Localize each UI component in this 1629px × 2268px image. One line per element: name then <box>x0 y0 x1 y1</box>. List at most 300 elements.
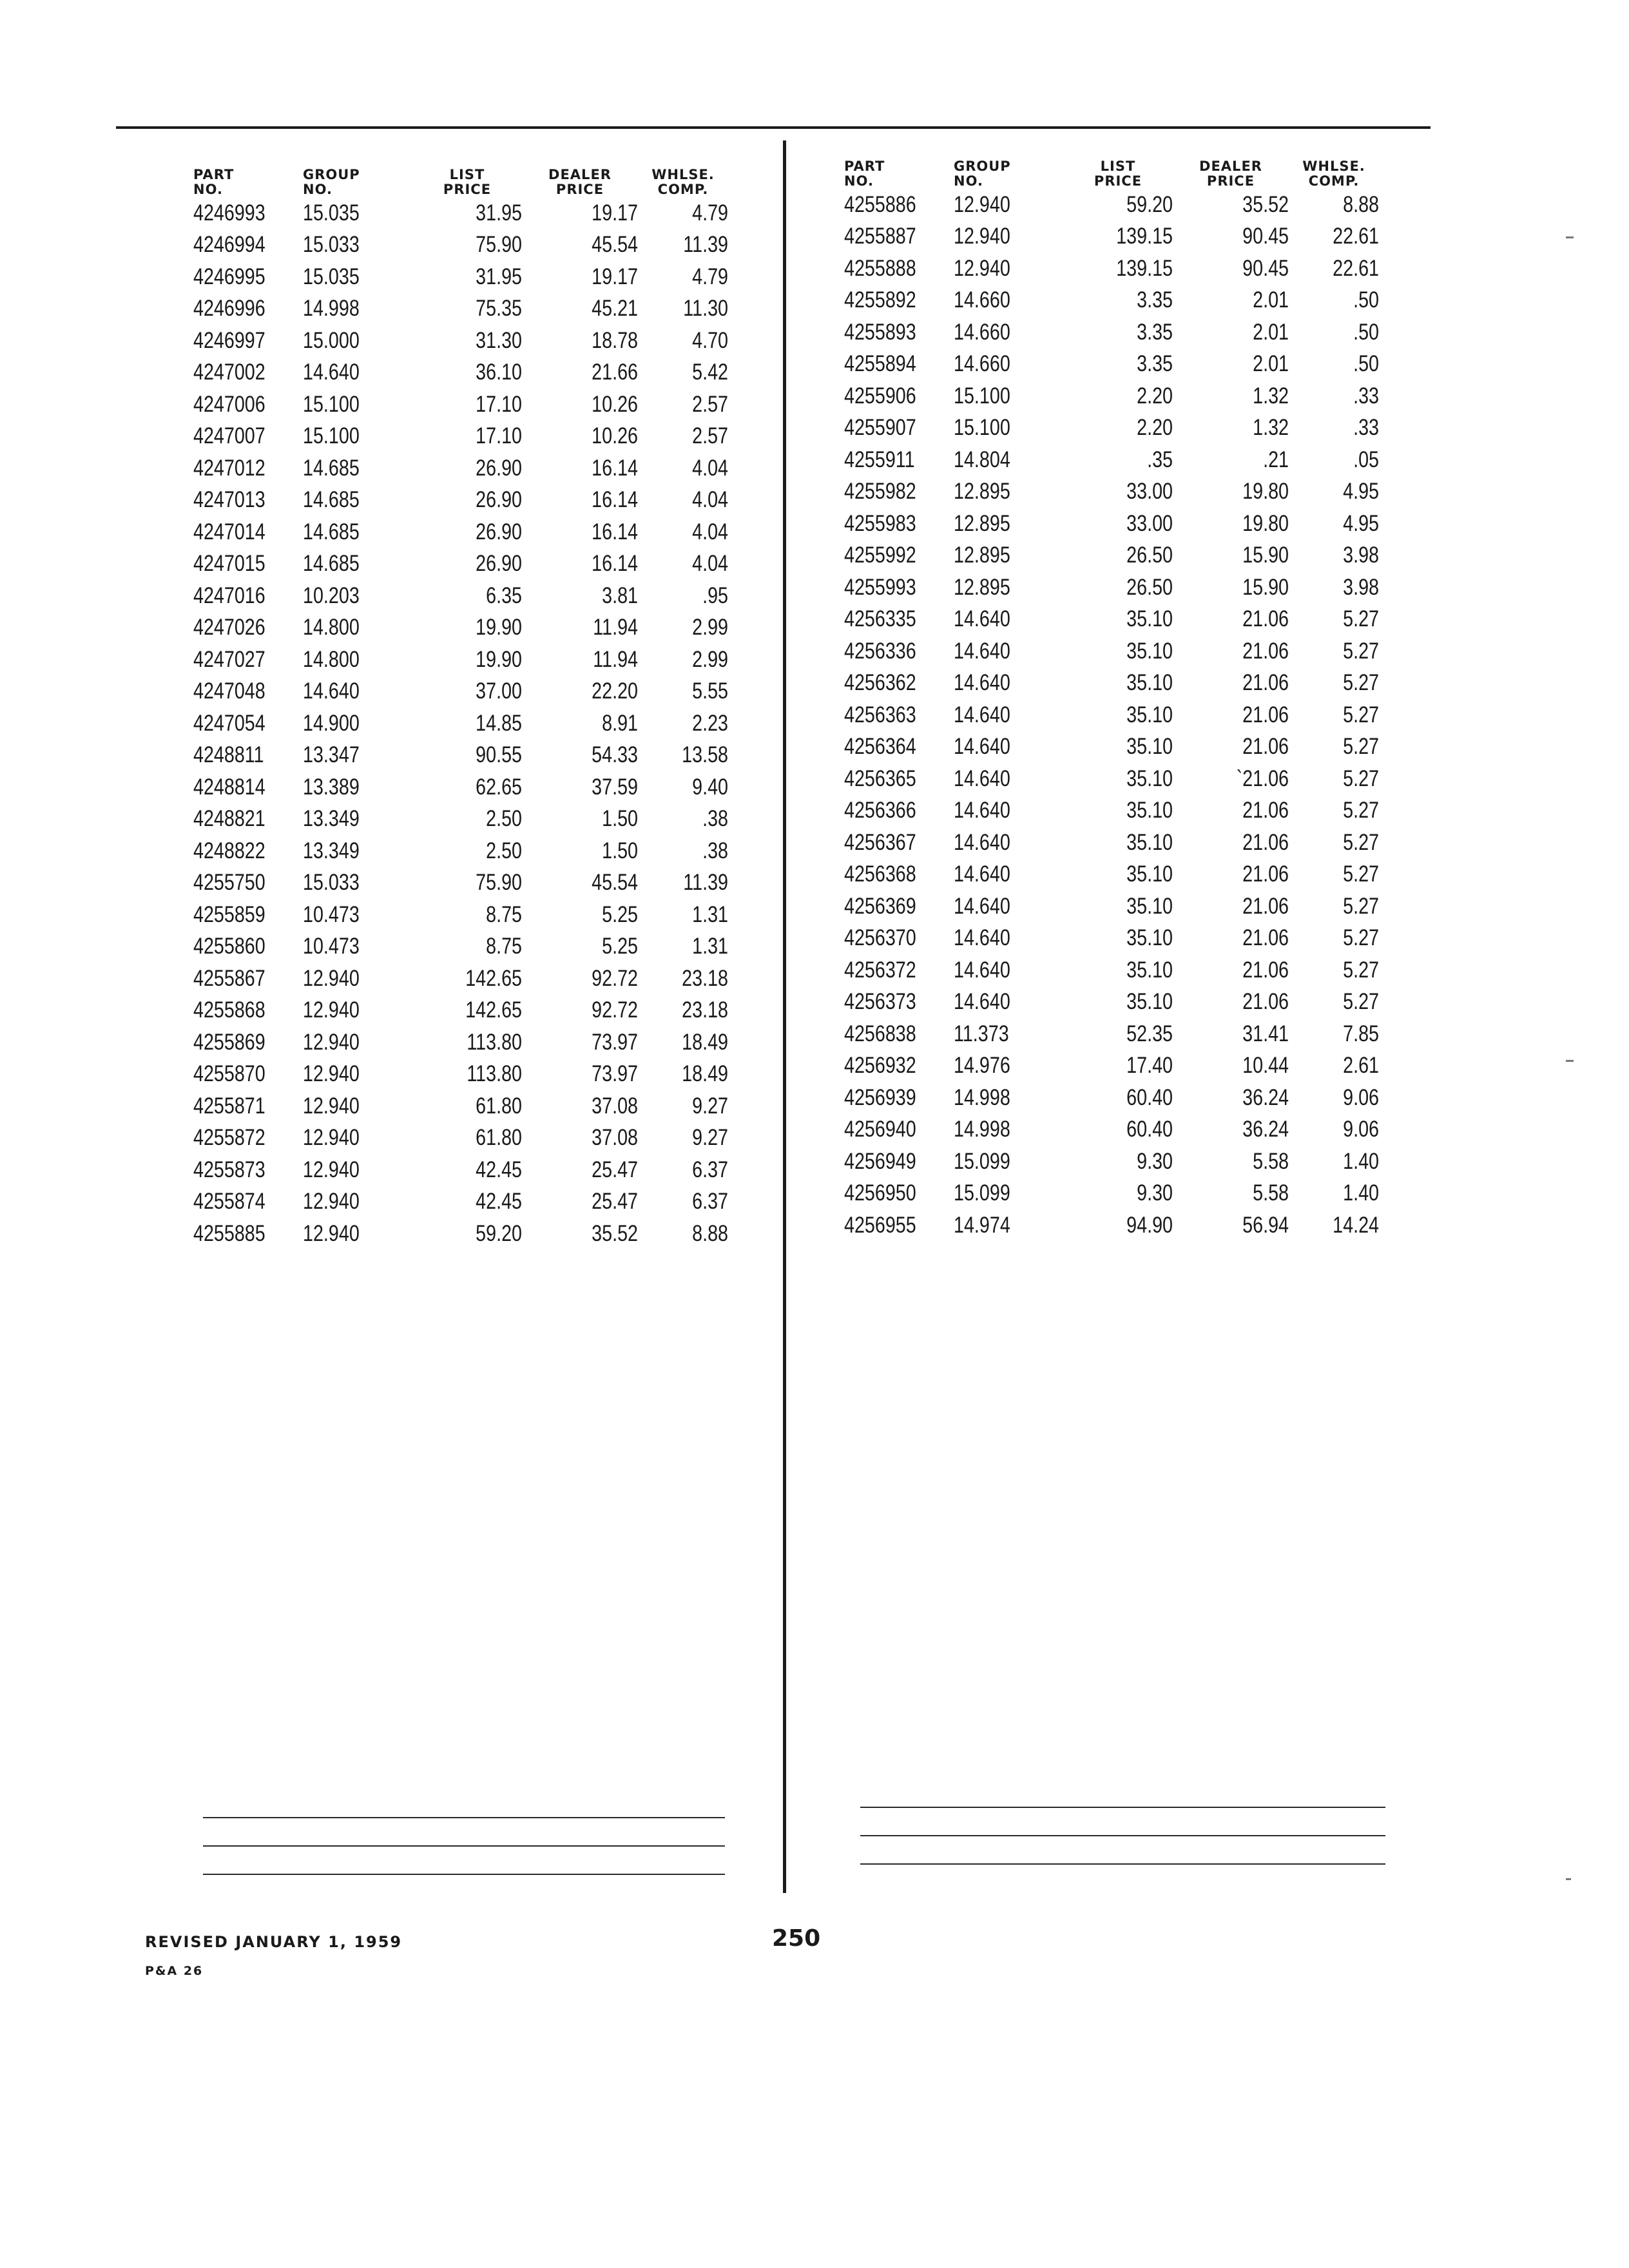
table-row <box>193 1218 728 1250</box>
group-no-cell: 13.349 <box>303 806 360 832</box>
dealer-price-cell: 16.14 <box>592 551 638 577</box>
list-price-cell: 31.95 <box>476 264 522 289</box>
group-no-cell: 13.349 <box>303 838 360 863</box>
dealer-price-cell: 21.06 <box>1242 606 1289 632</box>
list-price-cell: 37.00 <box>476 678 522 704</box>
list-price-cell: 8.75 <box>486 934 522 959</box>
part-no-cell: 4255860 <box>193 934 265 959</box>
table-row <box>844 954 1379 986</box>
list-price-cell: 35.10 <box>1126 734 1173 760</box>
group-no-cell: 14.640 <box>954 925 1010 951</box>
group-no-cell: 12.940 <box>303 1125 360 1151</box>
part-no-cell: 4256939 <box>844 1084 916 1110</box>
group-no-cell: 14.640 <box>954 606 1010 632</box>
whlse-comp-cell: 5.27 <box>1343 638 1379 664</box>
table-row <box>844 699 1379 731</box>
dealer-price-cell: 21.06 <box>1242 638 1289 664</box>
whlse-comp-cell: 13.58 <box>682 742 728 768</box>
header-group-no: GROUP NO. <box>954 159 1011 189</box>
list-price-cell: 26.90 <box>476 487 522 513</box>
part-no-cell: 4247048 <box>193 678 265 704</box>
group-no-cell: 14.640 <box>954 702 1010 727</box>
table-row <box>193 835 728 867</box>
dealer-price-cell: 10.26 <box>592 423 638 449</box>
list-price-cell: 61.80 <box>476 1093 522 1119</box>
scan-mark <box>1566 236 1574 238</box>
part-no-cell: 4256366 <box>844 798 916 823</box>
group-no-cell: 14.640 <box>303 678 360 704</box>
whlse-comp-cell: 4.70 <box>692 327 728 353</box>
dealer-price-cell: 21.06 <box>1242 829 1289 855</box>
dealer-price-cell: 35.52 <box>592 1220 638 1246</box>
dealer-price-cell: 19.17 <box>592 200 638 226</box>
list-price-cell: 59.20 <box>1126 191 1173 217</box>
whlse-comp-cell: 4.04 <box>692 455 728 481</box>
part-no-cell: 4248822 <box>193 838 265 863</box>
group-no-cell: 14.685 <box>303 487 360 513</box>
list-price-cell: 35.10 <box>1126 957 1173 983</box>
list-price-cell: 8.75 <box>486 901 522 927</box>
part-no-cell: 4255983 <box>844 510 916 536</box>
group-no-cell: 12.940 <box>303 1061 360 1087</box>
table-row <box>193 867 728 899</box>
list-price-cell: 3.35 <box>1137 287 1173 313</box>
part-no-cell: 4247012 <box>193 455 265 481</box>
blank-entry-line <box>203 1817 725 1818</box>
dealer-price-cell: 37.59 <box>592 774 638 800</box>
dealer-price-cell: 10.26 <box>592 391 638 417</box>
whlse-comp-cell: 8.88 <box>692 1220 728 1246</box>
whlse-comp-cell: 5.27 <box>1343 606 1379 632</box>
list-price-cell: 60.40 <box>1126 1117 1173 1142</box>
dealer-price-cell: 45.21 <box>592 296 638 322</box>
list-price-cell: 35.10 <box>1126 925 1173 951</box>
list-price-cell: 17.40 <box>1126 1053 1173 1079</box>
group-no-cell: 14.800 <box>303 646 360 672</box>
list-price-cell: 62.65 <box>476 774 522 800</box>
dealer-price-cell: 1.32 <box>1253 415 1289 441</box>
list-price-cell: 113.80 <box>467 1029 522 1055</box>
list-price-cell: 139.15 <box>1116 224 1173 249</box>
dealer-price-cell: 25.47 <box>592 1189 638 1215</box>
table-row <box>193 229 728 262</box>
part-no-cell: 4247054 <box>193 710 265 736</box>
list-price-cell: 35.10 <box>1126 861 1173 887</box>
dealer-price-cell: 11.94 <box>593 615 638 640</box>
dealer-price-cell: 1.32 <box>1253 383 1289 408</box>
dealer-price-cell: 15.90 <box>1242 543 1289 568</box>
table-row <box>844 572 1379 604</box>
group-no-cell: 14.685 <box>303 551 360 577</box>
table-row <box>193 1154 728 1186</box>
part-no-cell: 4256950 <box>844 1180 916 1206</box>
dealer-price-cell: 25.47 <box>592 1157 638 1182</box>
table-row <box>193 963 728 995</box>
whlse-comp-cell: 5.27 <box>1343 702 1379 727</box>
part-no-cell: 4247006 <box>193 391 265 417</box>
blank-entry-line <box>860 1807 1385 1808</box>
dealer-price-cell: 21.06 <box>1242 861 1289 887</box>
part-no-cell: 4255872 <box>193 1125 265 1151</box>
group-no-cell: 12.940 <box>303 1093 360 1119</box>
list-price-cell: 94.90 <box>1126 1212 1173 1238</box>
group-no-cell: 15.100 <box>954 415 1010 441</box>
dealer-price-cell: 5.25 <box>602 934 638 959</box>
dealer-price-cell: 37.08 <box>592 1093 638 1119</box>
dealer-price-cell: 10.44 <box>1242 1053 1289 1079</box>
table-body <box>844 189 1379 1242</box>
list-price-cell: 75.35 <box>476 296 522 322</box>
whlse-comp-cell: 1.31 <box>692 901 728 927</box>
part-no-cell: 4247027 <box>193 646 265 672</box>
dealer-price-cell: 1.50 <box>602 838 638 863</box>
dealer-price-cell: 31.41 <box>1242 1021 1289 1046</box>
table-row <box>193 1186 728 1218</box>
table-row <box>844 986 1379 1019</box>
table-row <box>844 540 1379 572</box>
header-list-price: LIST PRICE <box>443 167 492 197</box>
group-no-cell: 14.800 <box>303 615 360 640</box>
dealer-price-cell: 73.97 <box>592 1029 638 1055</box>
list-price-cell: 61.80 <box>476 1125 522 1151</box>
table-row <box>844 1209 1379 1242</box>
whlse-comp-cell: .33 <box>1353 383 1379 408</box>
header-group-no: GROUP NO. <box>303 167 360 197</box>
part-no-cell: 4248811 <box>193 742 264 768</box>
dealer-price-cell: 92.72 <box>592 997 638 1023</box>
group-no-cell: 14.660 <box>954 319 1010 345</box>
group-no-cell: 14.998 <box>954 1117 1010 1142</box>
group-no-cell: 12.940 <box>303 1029 360 1055</box>
dealer-price-cell: 21.06 <box>1242 670 1289 696</box>
group-no-cell: 12.940 <box>954 224 1010 249</box>
table-row <box>193 1059 728 1091</box>
group-no-cell: 14.640 <box>954 893 1010 919</box>
part-no-cell: 4255750 <box>193 870 265 896</box>
group-no-cell: 14.685 <box>303 519 360 544</box>
dealer-price-cell: 21.06 <box>1242 989 1289 1015</box>
group-no-cell: 14.660 <box>954 351 1010 377</box>
header-whlse-comp: WHLSE. COMP. <box>1302 159 1365 189</box>
table-row <box>844 635 1379 668</box>
list-price-cell: 113.80 <box>467 1061 522 1087</box>
part-no-cell: 4247007 <box>193 423 265 449</box>
dealer-price-cell: 21.06 <box>1242 798 1289 823</box>
dealer-price-cell: 21.06 <box>1242 893 1289 919</box>
part-no-cell: 4255873 <box>193 1157 265 1182</box>
table-row <box>844 859 1379 891</box>
list-price-cell: 26.90 <box>476 519 522 544</box>
scan-mark <box>1566 1060 1574 1062</box>
table-row <box>193 644 728 676</box>
table-row <box>844 189 1379 221</box>
table-row <box>193 771 728 803</box>
group-no-cell: 12.895 <box>954 510 1010 536</box>
dealer-price-cell: 3.81 <box>602 582 638 608</box>
list-price-cell: 35.10 <box>1126 829 1173 855</box>
whlse-comp-cell: 2.61 <box>1343 1053 1379 1079</box>
dealer-price-cell: 1.50 <box>602 806 638 832</box>
whlse-comp-cell: 5.42 <box>692 360 728 385</box>
part-no-cell: 4255982 <box>844 479 916 505</box>
dealer-price-cell: 2.01 <box>1253 319 1289 345</box>
dealer-price-cell: 36.24 <box>1242 1084 1289 1110</box>
whlse-comp-cell: 3.98 <box>1343 543 1379 568</box>
dealer-price-cell: 16.14 <box>592 487 638 513</box>
part-no-cell: 4256365 <box>844 765 916 791</box>
whlse-comp-cell: 5.27 <box>1343 829 1379 855</box>
list-price-cell: 59.20 <box>476 1220 522 1246</box>
whlse-comp-cell: .50 <box>1353 287 1379 313</box>
table-row <box>844 1114 1379 1146</box>
group-no-cell: 13.389 <box>303 774 360 800</box>
whlse-comp-cell: 8.88 <box>1343 191 1379 217</box>
dealer-price-cell: 45.54 <box>592 870 638 896</box>
part-no-cell: 4248814 <box>193 774 265 800</box>
top-rule <box>116 126 1431 129</box>
group-no-cell: 12.895 <box>954 479 1010 505</box>
group-no-cell: 14.640 <box>303 360 360 385</box>
list-price-cell: 26.50 <box>1126 574 1173 600</box>
list-price-cell: 42.45 <box>476 1157 522 1182</box>
part-no-cell: 4256368 <box>844 861 916 887</box>
part-no-cell: 4247002 <box>193 360 265 385</box>
part-no-cell: 4256932 <box>844 1053 916 1079</box>
list-price-cell: 33.00 <box>1126 510 1173 536</box>
group-no-cell: 15.035 <box>303 200 360 226</box>
group-no-cell: 12.895 <box>954 574 1010 600</box>
dealer-price-cell: 35.52 <box>1242 191 1289 217</box>
part-no-cell: 4247015 <box>193 551 265 577</box>
group-no-cell: 15.100 <box>303 423 360 449</box>
dealer-price-cell: 56.94 <box>1242 1212 1289 1238</box>
part-no-cell: 4248821 <box>193 806 265 832</box>
list-price-cell: 9.30 <box>1137 1148 1173 1174</box>
dealer-price-cell: 15.90 <box>1242 574 1289 600</box>
group-no-cell: 15.035 <box>303 264 360 289</box>
table-row <box>193 803 728 836</box>
group-no-cell: 14.640 <box>954 829 1010 855</box>
list-price-cell: 42.45 <box>476 1189 522 1215</box>
whlse-comp-cell: 11.39 <box>683 870 728 896</box>
dealer-price-cell: `21.06 <box>1236 765 1289 791</box>
whlse-comp-cell: 11.39 <box>683 232 728 258</box>
dealer-price-cell: 16.14 <box>592 455 638 481</box>
part-no-cell: 4246995 <box>193 264 265 289</box>
list-price-cell: 14.85 <box>476 710 522 736</box>
whlse-comp-cell: 7.85 <box>1343 1021 1379 1046</box>
group-no-cell: 12.940 <box>303 1220 360 1246</box>
table-row <box>193 357 728 389</box>
table-row <box>844 508 1379 540</box>
group-no-cell: 12.940 <box>303 997 360 1023</box>
table-row <box>193 899 728 931</box>
table-row <box>193 389 728 421</box>
group-no-cell: 14.640 <box>954 861 1010 887</box>
form-code: P&A 26 <box>145 1964 204 1978</box>
list-price-cell: 31.95 <box>476 200 522 226</box>
whlse-comp-cell: 9.06 <box>1343 1084 1379 1110</box>
list-price-cell: 35.10 <box>1126 893 1173 919</box>
part-no-cell: 4256364 <box>844 734 916 760</box>
group-no-cell: 14.640 <box>954 765 1010 791</box>
dealer-price-cell: 22.20 <box>592 678 638 704</box>
part-no-cell: 4255894 <box>844 351 916 377</box>
table-row <box>844 827 1379 859</box>
whlse-comp-cell: .33 <box>1353 415 1379 441</box>
part-no-cell: 4255871 <box>193 1093 265 1119</box>
dealer-price-cell: 5.25 <box>602 901 638 927</box>
whlse-comp-cell: 23.18 <box>682 965 728 991</box>
group-no-cell: 12.940 <box>954 255 1010 281</box>
whlse-comp-cell: .38 <box>702 838 728 863</box>
list-price-cell: 36.10 <box>476 360 522 385</box>
whlse-comp-cell: 6.37 <box>692 1189 728 1215</box>
part-no-cell: 4256362 <box>844 670 916 696</box>
table-row <box>844 1050 1379 1082</box>
part-no-cell: 4247013 <box>193 487 265 513</box>
part-no-cell: 4255907 <box>844 415 916 441</box>
table-row <box>844 444 1379 476</box>
table-row <box>844 668 1379 700</box>
list-price-cell: 75.90 <box>476 870 522 896</box>
table-row <box>193 293 728 325</box>
list-price-cell: 35.10 <box>1126 989 1173 1015</box>
whlse-comp-cell: 4.79 <box>692 200 728 226</box>
dealer-price-cell: 18.78 <box>592 327 638 353</box>
header-part-no: PART NO. <box>193 167 235 197</box>
part-no-cell: 4255888 <box>844 255 916 281</box>
part-no-cell: 4255885 <box>193 1220 265 1246</box>
table-row <box>844 604 1379 636</box>
list-price-cell: 33.00 <box>1126 479 1173 505</box>
group-no-cell: 15.099 <box>954 1148 1010 1174</box>
group-no-cell: 14.640 <box>954 989 1010 1015</box>
whlse-comp-cell: 6.37 <box>692 1157 728 1182</box>
part-no-cell: 4255993 <box>844 574 916 600</box>
part-no-cell: 4247016 <box>193 582 265 608</box>
table-row <box>844 285 1379 317</box>
whlse-comp-cell: 2.23 <box>692 710 728 736</box>
group-no-cell: 15.100 <box>954 383 1010 408</box>
header-dealer-price: DEALER PRICE <box>1199 159 1262 189</box>
column-divider <box>783 140 786 1893</box>
list-price-cell: 139.15 <box>1116 255 1173 281</box>
group-no-cell: 14.976 <box>954 1053 1010 1079</box>
part-no-cell: 4256949 <box>844 1148 916 1174</box>
part-no-cell: 4256367 <box>844 829 916 855</box>
list-price-cell: 26.90 <box>476 455 522 481</box>
whlse-comp-cell: 4.95 <box>1343 510 1379 536</box>
group-no-cell: 14.640 <box>954 957 1010 983</box>
whlse-comp-cell: 9.40 <box>692 774 728 800</box>
scan-mark <box>1566 1878 1571 1880</box>
part-no-cell: 4255892 <box>844 287 916 313</box>
list-price-cell: 52.35 <box>1126 1021 1173 1046</box>
list-price-cell: 35.10 <box>1126 798 1173 823</box>
table-row <box>193 548 728 581</box>
group-no-cell: 11.373 <box>954 1021 1009 1046</box>
table-row <box>193 740 728 772</box>
group-no-cell: 14.998 <box>954 1084 1010 1110</box>
group-no-cell: 14.640 <box>954 638 1010 664</box>
part-no-cell: 4246996 <box>193 296 265 322</box>
group-no-cell: 14.640 <box>954 798 1010 823</box>
table-row <box>193 612 728 644</box>
list-price-cell: 90.55 <box>476 742 522 768</box>
dealer-price-cell: 36.24 <box>1242 1117 1289 1142</box>
group-no-cell: 13.347 <box>303 742 360 768</box>
whlse-comp-cell: 5.27 <box>1343 798 1379 823</box>
whlse-comp-cell: 4.04 <box>692 487 728 513</box>
group-no-cell: 14.685 <box>303 455 360 481</box>
group-no-cell: 10.473 <box>303 901 360 927</box>
group-no-cell: 12.940 <box>303 1157 360 1182</box>
list-price-cell: 2.20 <box>1137 415 1173 441</box>
list-price-cell: 35.10 <box>1126 670 1173 696</box>
list-price-cell: 19.90 <box>476 646 522 672</box>
table-row <box>844 1178 1379 1210</box>
table-row <box>193 1026 728 1059</box>
header-list-price: LIST PRICE <box>1094 159 1142 189</box>
table-row <box>844 890 1379 923</box>
list-price-cell: 75.90 <box>476 232 522 258</box>
list-price-cell: 35.10 <box>1126 702 1173 727</box>
whlse-comp-cell: 2.57 <box>692 423 728 449</box>
group-no-cell: 10.473 <box>303 934 360 959</box>
table-row <box>844 316 1379 349</box>
list-price-cell: 17.10 <box>476 423 522 449</box>
group-no-cell: 12.940 <box>303 965 360 991</box>
list-price-cell: .35 <box>1147 447 1173 472</box>
table-row <box>193 931 728 963</box>
table-row <box>844 795 1379 827</box>
part-no-cell: 4246993 <box>193 200 265 226</box>
whlse-comp-cell: 5.27 <box>1343 861 1379 887</box>
dealer-price-cell: 19.80 <box>1242 479 1289 505</box>
table-body <box>193 197 728 1250</box>
dealer-price-cell: 21.06 <box>1242 734 1289 760</box>
whlse-comp-cell: 5.27 <box>1343 893 1379 919</box>
whlse-comp-cell: 1.31 <box>692 934 728 959</box>
table-row <box>844 412 1379 445</box>
blank-entry-line <box>203 1874 725 1875</box>
part-no-cell: 4256373 <box>844 989 916 1015</box>
list-price-cell: 35.10 <box>1126 638 1173 664</box>
dealer-price-cell: 19.80 <box>1242 510 1289 536</box>
table-row <box>193 421 728 453</box>
list-price-cell: 2.20 <box>1137 383 1173 408</box>
whlse-comp-cell: 18.49 <box>682 1029 728 1055</box>
list-price-cell: 2.50 <box>486 806 522 832</box>
table-row <box>844 923 1379 955</box>
table-row <box>844 1146 1379 1178</box>
part-no-cell: 4255886 <box>844 191 916 217</box>
dealer-price-cell: 92.72 <box>592 965 638 991</box>
table-row <box>193 707 728 740</box>
part-no-cell: 4247026 <box>193 615 265 640</box>
whlse-comp-cell: .50 <box>1353 351 1379 377</box>
table-row <box>193 261 728 293</box>
list-price-cell: 31.30 <box>476 327 522 353</box>
blank-entry-line <box>203 1845 725 1847</box>
list-price-cell: 6.35 <box>486 582 522 608</box>
group-no-cell: 14.900 <box>303 710 360 736</box>
dealer-price-cell: 21.66 <box>592 360 638 385</box>
dealer-price-cell: 90.45 <box>1242 255 1289 281</box>
whlse-comp-cell: .50 <box>1353 319 1379 345</box>
right-price-table <box>844 145 1379 1242</box>
